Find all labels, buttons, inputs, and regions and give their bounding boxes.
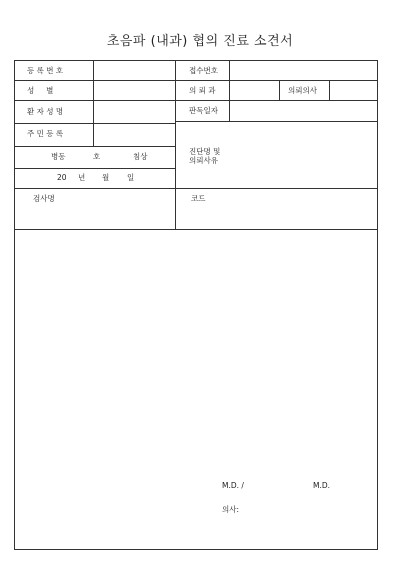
column-divider	[93, 61, 94, 146]
document-title: 초음파 (내과) 협의 진료 소견서	[106, 34, 294, 49]
diagnosis-label: 진단명 및	[189, 147, 221, 156]
code-label: 코드	[191, 194, 206, 203]
column-divider	[229, 61, 230, 121]
column-divider	[175, 61, 176, 229]
section-divider	[15, 188, 377, 189]
consultation-form	[14, 60, 378, 550]
row-divider	[175, 100, 377, 101]
row-divider	[15, 168, 175, 169]
md-label-2: M.D.	[313, 481, 331, 490]
diagnosis-label-2: 의뢰사유	[189, 156, 218, 165]
room-label: 호	[93, 152, 101, 161]
doctor-label: 의뢰의사	[288, 86, 317, 95]
physician-label: 의사:	[222, 505, 240, 514]
date-year-label: 년	[78, 173, 86, 182]
row-divider	[175, 80, 377, 81]
ward-label: 병동	[51, 152, 66, 161]
date-day-label: 일	[127, 173, 135, 182]
row-divider	[175, 121, 377, 122]
row-divider	[15, 123, 175, 124]
row-divider	[15, 80, 175, 81]
section-divider	[15, 229, 377, 230]
md-label-1: M.D. /	[222, 481, 244, 490]
gender-label: 성 별	[27, 86, 54, 95]
bed-label: 침상	[133, 152, 148, 161]
date-year-prefix: 20	[57, 173, 67, 182]
receipt-no-label: 접수번호	[189, 66, 218, 75]
patient-name-label: 환 자 성 명	[27, 107, 64, 116]
row-divider	[15, 100, 175, 101]
row-divider	[15, 146, 175, 147]
date-month-label: 월	[102, 173, 110, 182]
column-divider	[329, 80, 330, 100]
reading-date-label: 판독일자	[189, 106, 218, 115]
resident-no-label: 주 민 등 록	[27, 129, 64, 138]
dept-label: 의 뢰 과	[189, 86, 216, 95]
exam-name-label: 검사명	[33, 194, 55, 203]
column-divider	[279, 80, 280, 100]
reg-no-label: 등 록 번 호	[27, 66, 64, 75]
